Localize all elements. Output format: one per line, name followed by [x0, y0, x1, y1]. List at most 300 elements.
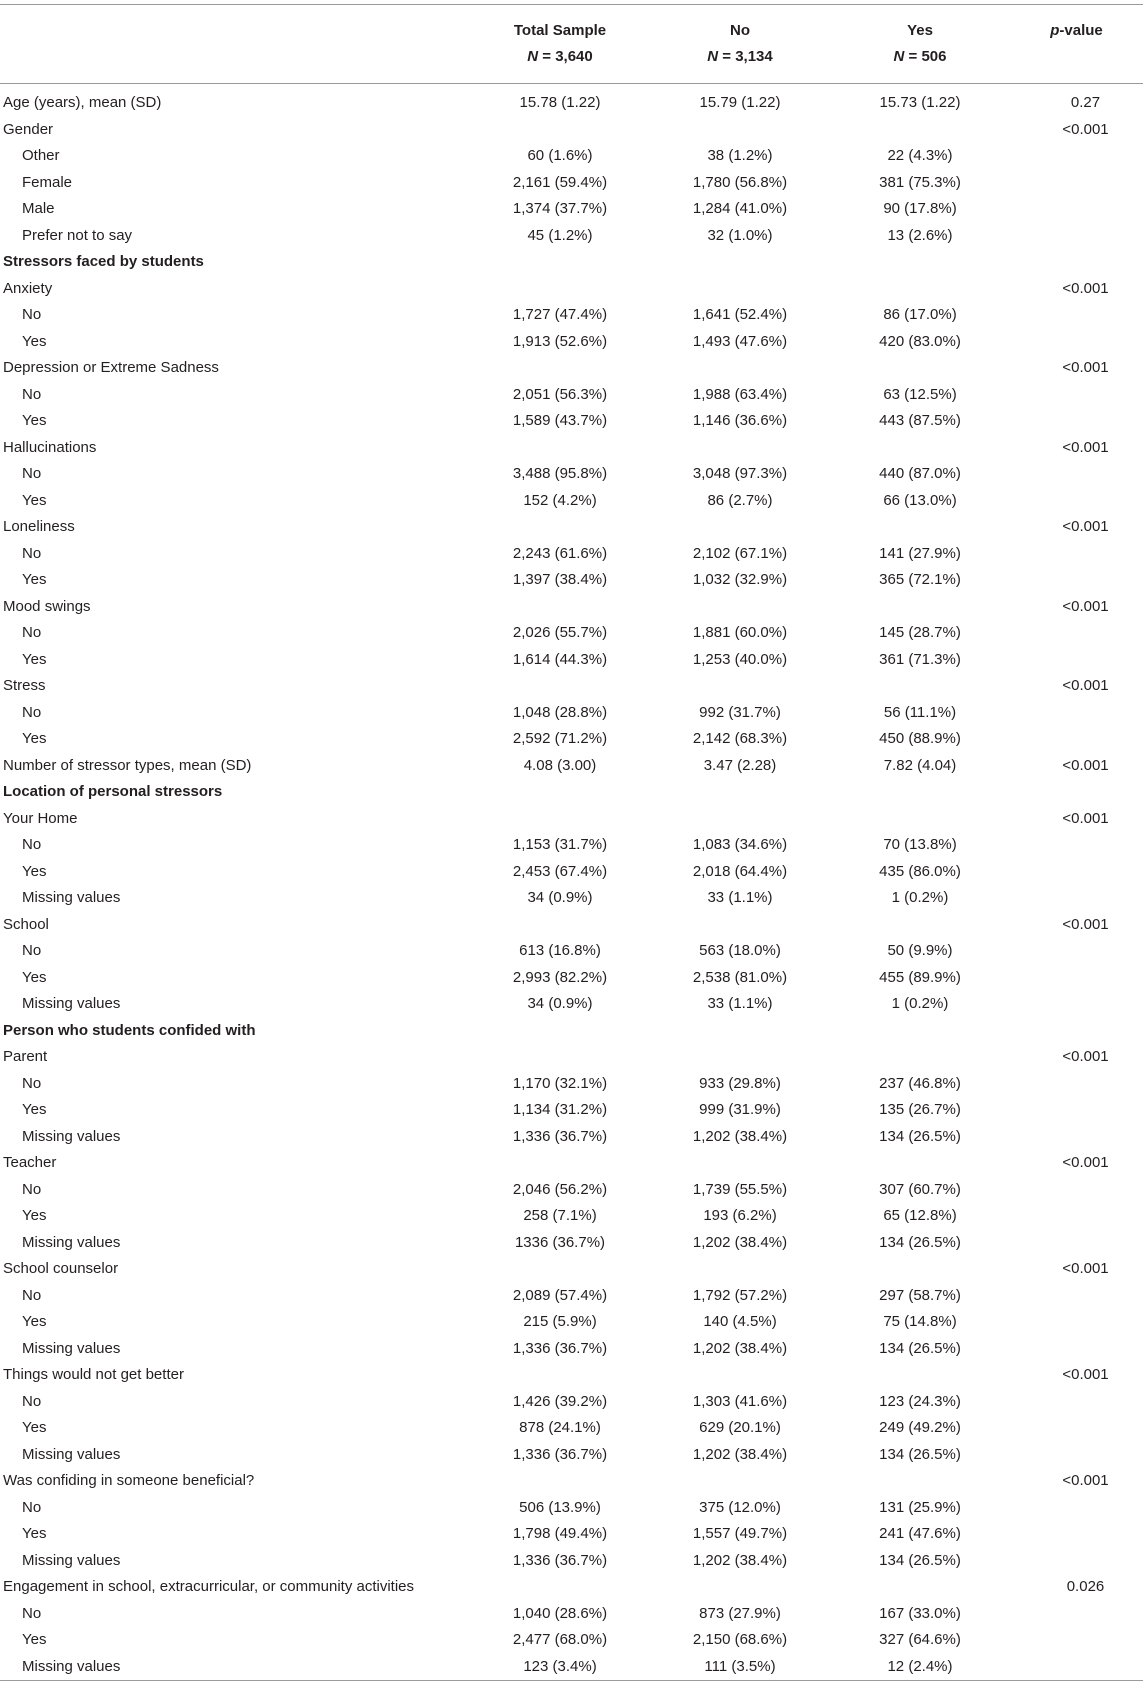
cell-yes: 70 (13.8%): [883, 836, 957, 853]
cell-no: 2,102 (67.1%): [692, 544, 788, 562]
cell-yes: [830, 1150, 1010, 1177]
row-label: Missing values: [22, 889, 121, 906]
cell-total-sample: [470, 355, 650, 382]
cell-total-sample: 152 (4.2%): [523, 491, 597, 509]
row-label: No: [22, 1392, 42, 1410]
table-row: [0, 1521, 1143, 1548]
cell-no: [650, 1150, 830, 1177]
section-header-row: [0, 1018, 1143, 1045]
table-row: [0, 673, 1143, 700]
cell-no: [650, 779, 830, 806]
row-label: No: [22, 624, 42, 641]
cell-p-value: [1010, 1336, 1143, 1363]
row-label: Missing values: [22, 1551, 121, 1569]
table-row: [0, 223, 1143, 250]
cell-p-value: [1010, 1018, 1143, 1045]
row-label: No: [22, 1498, 42, 1516]
table-row: [0, 1601, 1143, 1628]
cell-no: 1,253 (40.0%): [692, 650, 788, 668]
header-label-blank: [0, 5, 470, 45]
cell-total-sample: 1,614 (44.3%): [512, 650, 608, 668]
table-row: [0, 1124, 1143, 1151]
row-label: Loneliness: [3, 518, 75, 535]
cell-yes: 12 (2.4%): [830, 1654, 1010, 1681]
cell-p-value: [1010, 1283, 1143, 1310]
cell-total-sample: 34 (0.9%): [527, 889, 593, 906]
table-row: [0, 912, 1143, 939]
cell-p-value: 0.026: [1066, 1578, 1105, 1595]
cell-p-value: <0.001: [1062, 756, 1109, 774]
row-label: No: [22, 306, 42, 323]
cell-no: 1,641 (52.4%): [692, 306, 788, 323]
cell-p-value: [1010, 938, 1143, 965]
cell-yes: [830, 1018, 1010, 1045]
cell-p-value: <0.001: [1062, 438, 1109, 456]
cell-p-value: [1010, 541, 1143, 568]
cell-p-value: [1010, 1654, 1143, 1681]
cell-total-sample: [470, 276, 650, 303]
cell-no: 1,780 (56.8%): [692, 173, 788, 191]
cell-no: 15.79 (1.22): [699, 94, 781, 111]
cell-no: [650, 276, 830, 303]
row-label: Mood swings: [3, 597, 91, 615]
cell-yes: [830, 673, 1010, 700]
cell-yes: 123 (24.3%): [879, 1392, 961, 1410]
characteristics-table: [0, 4, 1143, 1681]
cell-p-value: [1010, 249, 1143, 276]
cell-p-value: [1010, 329, 1143, 356]
row-label: Missing values: [22, 1445, 121, 1463]
row-label: No: [22, 1074, 42, 1092]
cell-yes: 90 (17.8%): [883, 200, 957, 217]
cell-yes: [830, 912, 1010, 939]
row-label: No: [22, 1180, 42, 1198]
row-label: Missing values: [22, 995, 121, 1012]
cell-yes: 86 (17.0%): [883, 306, 957, 323]
cell-no: 3,048 (97.3%): [692, 465, 788, 482]
table-row: [0, 1283, 1143, 1310]
cell-p-value: <0.001: [1062, 1472, 1109, 1489]
cell-no: 1,146 (36.6%): [692, 412, 788, 429]
cell-total-sample: 2,089 (57.4%): [512, 1286, 608, 1304]
cell-yes: [830, 1044, 1010, 1071]
row-label: Yes: [22, 1207, 47, 1224]
cell-total-sample: 1,336 (36.7%): [512, 1127, 608, 1145]
cell-p-value: <0.001: [1062, 518, 1109, 535]
cell-p-value: <0.001: [1062, 597, 1109, 615]
cell-yes: 307 (60.7%): [879, 1180, 961, 1198]
table-row: [0, 1336, 1143, 1363]
table-container: [0, 4, 1143, 1681]
table-row: [0, 594, 1143, 621]
table-row: [0, 514, 1143, 541]
cell-no: [650, 117, 830, 144]
row-label: Yes: [22, 1631, 47, 1648]
cell-total-sample: 1,589 (43.7%): [512, 412, 608, 429]
cell-total-sample: 1,336 (36.7%): [512, 1551, 608, 1569]
row-label: Location of personal stressors: [3, 783, 223, 800]
cell-no: [650, 1574, 830, 1601]
cell-p-value: [1010, 302, 1143, 329]
cell-yes: 75 (14.8%): [883, 1313, 957, 1330]
header-n-blank: [0, 44, 470, 84]
header-p-value: p-value: [1010, 5, 1143, 45]
table-row: [0, 859, 1143, 886]
header-n-total: N = 3,640: [470, 44, 650, 84]
cell-total-sample: 215 (5.9%): [523, 1313, 597, 1330]
cell-total-sample: 1,798 (49.4%): [512, 1525, 608, 1542]
table-row: [0, 302, 1143, 329]
row-label: No: [22, 703, 42, 721]
cell-total-sample: 506 (13.9%): [519, 1498, 601, 1516]
cell-total-sample: 878 (24.1%): [519, 1419, 601, 1436]
cell-p-value: [1010, 1389, 1143, 1416]
table-row: [0, 1415, 1143, 1442]
row-label: No: [22, 836, 42, 853]
header-n-p: [1010, 44, 1143, 84]
table-row: [0, 276, 1143, 303]
table-row: [0, 1389, 1143, 1416]
cell-p-value: [1010, 700, 1143, 727]
cell-p-value: <0.001: [1062, 279, 1109, 297]
cell-no: [650, 435, 830, 462]
cell-no: 193 (6.2%): [703, 1207, 777, 1224]
cell-p-value: [1010, 223, 1143, 250]
cell-total-sample: 15.78 (1.22): [519, 94, 601, 111]
cell-no: 140 (4.5%): [703, 1313, 777, 1330]
row-label: Missing values: [22, 1339, 121, 1357]
cell-yes: 1 (0.2%): [891, 889, 949, 906]
row-label: Yes: [22, 862, 47, 880]
cell-total-sample: 34 (0.9%): [527, 995, 593, 1012]
cell-no: 999 (31.9%): [699, 1101, 781, 1118]
row-label: Your Home: [3, 809, 78, 827]
cell-no: 1,202 (38.4%): [692, 1339, 788, 1357]
table-row: [0, 832, 1143, 859]
row-label: Yes: [22, 1101, 47, 1118]
cell-p-value: <0.001: [1062, 120, 1109, 138]
cell-yes: [830, 514, 1010, 541]
cell-total-sample: 1,374 (37.7%): [512, 200, 608, 217]
cell-total-sample: 1,913 (52.6%): [512, 332, 608, 350]
cell-p-value: [1010, 1495, 1143, 1522]
cell-no: [650, 514, 830, 541]
row-label: Yes: [22, 412, 47, 429]
cell-total-sample: 2,993 (82.2%): [512, 968, 608, 986]
cell-no: 563 (18.0%): [699, 942, 781, 959]
cell-yes: 443 (87.5%): [879, 412, 961, 429]
table-row: [0, 382, 1143, 409]
row-label: Hallucinations: [3, 438, 97, 456]
row-label: Gender: [3, 120, 54, 138]
cell-total-sample: [470, 806, 650, 833]
row-label: Teacher: [3, 1154, 57, 1171]
cell-p-value: [1010, 382, 1143, 409]
cell-yes: 167 (33.0%): [879, 1604, 961, 1622]
cell-yes: 145 (28.7%): [879, 624, 961, 641]
cell-total-sample: [470, 1018, 650, 1045]
cell-p-value: <0.001: [1062, 1366, 1109, 1383]
cell-no: [650, 355, 830, 382]
cell-yes: 1 (0.2%): [891, 995, 949, 1012]
table-row: [0, 1071, 1143, 1098]
cell-total-sample: 1,134 (31.2%): [512, 1101, 608, 1118]
row-label: Engagement in school, extracurricular, or community activities: [3, 1578, 415, 1595]
table-row: [0, 170, 1143, 197]
cell-total-sample: [470, 1468, 650, 1495]
cell-no: 3.47 (2.28): [703, 756, 777, 774]
cell-total-sample: 258 (7.1%): [523, 1207, 597, 1224]
table-row: [0, 84, 1143, 117]
table-row: [0, 806, 1143, 833]
cell-yes: 13 (2.6%): [887, 226, 953, 244]
row-label: School: [3, 915, 49, 933]
cell-no: 629 (20.1%): [699, 1419, 781, 1436]
cell-total-sample: 2,161 (59.4%): [512, 173, 608, 191]
cell-no: 933 (29.8%): [699, 1074, 781, 1092]
cell-p-value: [1010, 567, 1143, 594]
cell-total-sample: 1,048 (28.8%): [512, 703, 608, 721]
cell-yes: [830, 435, 1010, 462]
cell-yes: 56 (11.1%): [883, 703, 957, 721]
cell-total-sample: [470, 514, 650, 541]
cell-no: 1,988 (63.4%): [692, 385, 788, 403]
cell-p-value: [1010, 965, 1143, 992]
table-row: [0, 700, 1143, 727]
cell-p-value: [1010, 647, 1143, 674]
cell-p-value: [1010, 488, 1143, 515]
table-row: [0, 938, 1143, 965]
cell-yes: 50 (9.9%): [887, 942, 953, 959]
cell-no: [650, 249, 830, 276]
cell-yes: 63 (12.5%): [883, 385, 957, 403]
table-header: [0, 5, 1143, 84]
row-label: Male: [22, 200, 55, 217]
cell-p-value: [1010, 1415, 1143, 1442]
cell-total-sample: 1,426 (39.2%): [512, 1392, 608, 1410]
row-label: Prefer not to say: [22, 226, 133, 244]
cell-yes: [830, 355, 1010, 382]
cell-no: 1,493 (47.6%): [692, 332, 788, 350]
cell-yes: 141 (27.9%): [879, 544, 961, 562]
cell-p-value: <0.001: [1062, 1154, 1109, 1171]
cell-no: 1,032 (32.9%): [692, 571, 788, 588]
table-row: [0, 726, 1143, 753]
cell-p-value: [1010, 408, 1143, 435]
cell-no: 2,538 (81.0%): [692, 968, 788, 986]
cell-no: 38 (1.2%): [707, 147, 773, 164]
table-row: [0, 1627, 1143, 1654]
cell-total-sample: 3,488 (95.8%): [512, 465, 608, 482]
cell-no: [650, 594, 830, 621]
cell-p-value: [1010, 991, 1143, 1018]
cell-no: 2,142 (68.3%): [692, 730, 788, 747]
cell-total-sample: [470, 779, 650, 806]
row-label: School counselor: [3, 1260, 119, 1277]
table-row: [0, 329, 1143, 356]
table-body: [0, 84, 1143, 1681]
cell-p-value: [1010, 196, 1143, 223]
cell-p-value: [1010, 1230, 1143, 1257]
cell-p-value: [1010, 461, 1143, 488]
cell-total-sample: 1,397 (38.4%): [512, 571, 608, 588]
table-row: [0, 461, 1143, 488]
cell-total-sample: 1,336 (36.7%): [512, 1339, 608, 1357]
table-row: [0, 117, 1143, 144]
row-label: No: [22, 385, 42, 403]
cell-no: 33 (1.1%): [707, 995, 773, 1012]
cell-yes: 66 (13.0%): [883, 491, 957, 509]
header-n-no: N = 3,134: [650, 44, 830, 84]
row-label: No: [22, 465, 42, 482]
section-header-row: [0, 249, 1143, 276]
cell-no: 86 (2.7%): [707, 491, 773, 509]
cell-p-value: [1010, 1442, 1143, 1469]
table-row: [0, 1256, 1143, 1283]
header-no: No: [650, 5, 830, 45]
cell-p-value: [1010, 885, 1143, 912]
cell-p-value: [1010, 859, 1143, 886]
cell-total-sample: [470, 1044, 650, 1071]
table-row: [0, 1548, 1143, 1575]
cell-p-value: [1010, 620, 1143, 647]
cell-total-sample: 2,453 (67.4%): [512, 862, 608, 880]
cell-yes: 435 (86.0%): [879, 862, 961, 880]
cell-no: 1,557 (49.7%): [692, 1525, 788, 1542]
cell-yes: [830, 779, 1010, 806]
cell-p-value: [1010, 1097, 1143, 1124]
cell-yes: 134 (26.5%): [879, 1445, 961, 1463]
cell-total-sample: 123 (3.4%): [470, 1654, 650, 1681]
header-total-sample: Total Sample: [470, 5, 650, 45]
cell-yes: 65 (12.8%): [883, 1207, 957, 1224]
table-row: [0, 1150, 1143, 1177]
table-row: [0, 1654, 1143, 1681]
table-row: [0, 1044, 1143, 1071]
table-row: [0, 965, 1143, 992]
cell-p-value: [1010, 1521, 1143, 1548]
cell-yes: 381 (75.3%): [879, 173, 961, 191]
cell-total-sample: 2,051 (56.3%): [512, 385, 608, 403]
cell-total-sample: [470, 1150, 650, 1177]
table-row: [0, 1442, 1143, 1469]
cell-yes: 365 (72.1%): [879, 571, 961, 588]
cell-p-value: <0.001: [1062, 809, 1109, 827]
cell-yes: 135 (26.7%): [879, 1101, 961, 1118]
cell-no: 1,202 (38.4%): [692, 1445, 788, 1463]
cell-p-value: <0.001: [1062, 359, 1109, 376]
row-label: No: [22, 1286, 42, 1304]
row-label: Things would not get better: [3, 1366, 184, 1383]
cell-yes: 22 (4.3%): [887, 147, 953, 164]
table-row: [0, 1362, 1143, 1389]
cell-p-value: [1010, 170, 1143, 197]
table-row: [0, 647, 1143, 674]
cell-p-value: [1010, 1177, 1143, 1204]
row-label: Yes: [22, 968, 47, 986]
cell-total-sample: [470, 1362, 650, 1389]
cell-yes: 134 (26.5%): [879, 1233, 961, 1251]
cell-p-value: [1010, 1601, 1143, 1628]
row-label: Yes: [22, 1419, 47, 1436]
row-label: Female: [22, 173, 73, 191]
cell-p-value: [1010, 1309, 1143, 1336]
cell-yes: 134 (26.5%): [879, 1551, 961, 1569]
cell-yes: 327 (64.6%): [879, 1631, 961, 1648]
cell-no: [650, 1044, 830, 1071]
cell-total-sample: [470, 435, 650, 462]
cell-total-sample: 1336 (36.7%): [514, 1233, 606, 1251]
cell-yes: [830, 117, 1010, 144]
cell-total-sample: 2,026 (55.7%): [512, 624, 608, 641]
table-row: [0, 355, 1143, 382]
cell-yes: [830, 276, 1010, 303]
cell-p-value: <0.001: [1062, 1260, 1109, 1277]
cell-no: 2,018 (64.4%): [692, 862, 788, 880]
cell-yes: [830, 1574, 1010, 1601]
cell-total-sample: 4.08 (3.00): [523, 756, 597, 774]
cell-total-sample: [470, 1574, 650, 1601]
cell-total-sample: 1,153 (31.7%): [512, 836, 608, 853]
table-row: [0, 620, 1143, 647]
table-row: [0, 1230, 1143, 1257]
cell-p-value: [1010, 1071, 1143, 1098]
cell-no: 1,202 (38.4%): [692, 1233, 788, 1251]
cell-no: [650, 1018, 830, 1045]
row-label: Person who students confided with: [3, 1021, 256, 1039]
table-row: [0, 408, 1143, 435]
row-label: Stressors faced by students: [3, 253, 204, 270]
cell-p-value: <0.001: [1062, 915, 1109, 933]
cell-no: 375 (12.0%): [699, 1498, 781, 1516]
table-row: [0, 1495, 1143, 1522]
cell-total-sample: 1,040 (28.6%): [512, 1604, 608, 1622]
cell-yes: 134 (26.5%): [879, 1127, 961, 1145]
table-row: [0, 991, 1143, 1018]
cell-p-value: [1010, 1627, 1143, 1654]
cell-yes: 420 (83.0%): [879, 332, 961, 350]
cell-yes: 249 (49.2%): [879, 1419, 961, 1436]
table-row: [0, 196, 1143, 223]
cell-no: 33 (1.1%): [707, 889, 773, 906]
row-label: Depression or Extreme Sadness: [3, 359, 219, 376]
row-label: Missing values: [22, 1127, 121, 1145]
cell-yes: 361 (71.3%): [879, 650, 961, 668]
cell-p-value: [1010, 832, 1143, 859]
table-row: [0, 1574, 1143, 1601]
cell-p-value: [1010, 1548, 1143, 1575]
table-row: [0, 541, 1143, 568]
cell-yes: 237 (46.8%): [879, 1074, 961, 1092]
cell-yes: 241 (47.6%): [879, 1525, 961, 1542]
cell-yes: 297 (58.7%): [879, 1286, 961, 1304]
row-label: Missing values: [22, 1233, 121, 1251]
table-row: [0, 143, 1143, 170]
cell-no: 1,881 (60.0%): [692, 624, 788, 641]
cell-p-value: [1010, 726, 1143, 753]
row-label: Anxiety: [3, 279, 53, 297]
cell-no: 2,150 (68.6%): [692, 1631, 788, 1648]
cell-yes: 440 (87.0%): [879, 465, 961, 482]
cell-yes: [830, 594, 1010, 621]
table-row: [0, 1468, 1143, 1495]
cell-no: [650, 1468, 830, 1495]
cell-yes: [830, 1256, 1010, 1283]
table-row: [0, 567, 1143, 594]
cell-no: [650, 1256, 830, 1283]
cell-total-sample: 1,727 (47.4%): [512, 306, 608, 323]
table-row: [0, 885, 1143, 912]
